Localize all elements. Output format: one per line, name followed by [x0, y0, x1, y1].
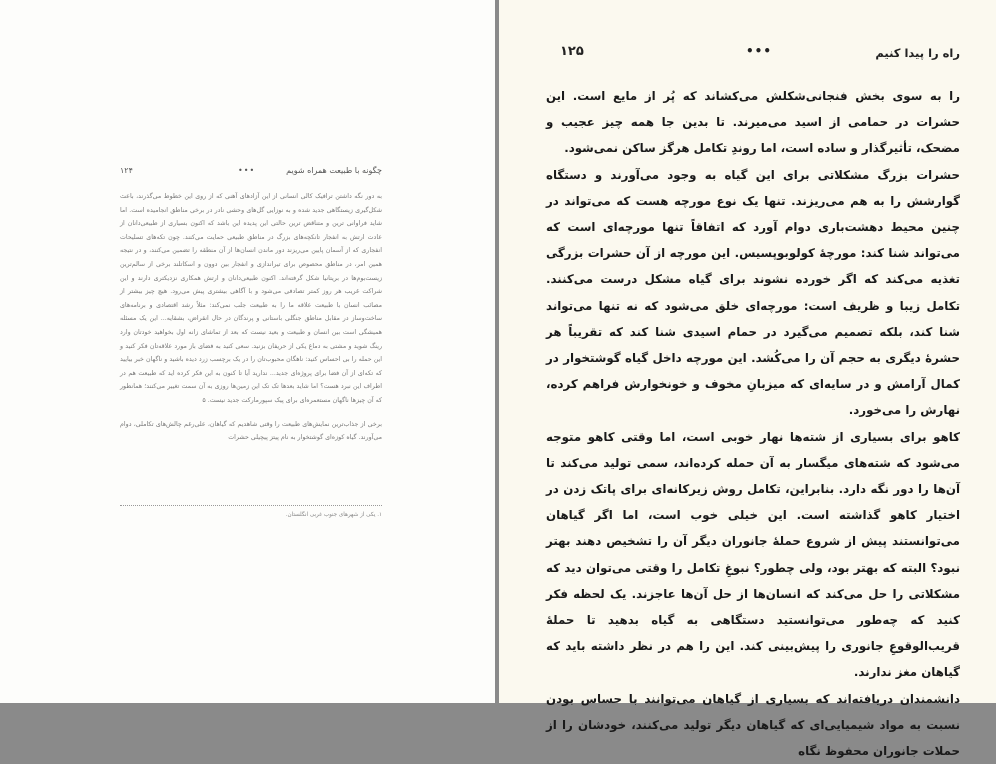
right-page-number: ۱۲۵: [560, 44, 584, 59]
left-page-body: [120, 190, 382, 445]
right-page-header: [560, 44, 960, 64]
left-paragraph: برخی از جذاب‌ترین نمایش‌های طبیعت را وقتی شاهدیم که گیاهان، علی‌رغم چالش‌های تکاملی، دوام می‌آورند. گیاه کوزه‌ای گوشتخوار به نام پیتز پیچیلی حشرات: [120, 420, 382, 442]
left-paragraph: به دور نگه داشتن ترافیک کالی انسانی از این آزادهای آهنی که از روی این خطوط می‌گذرند، باعث شکل‌گیری زیستگاهی جدید شده و به نوزایی گل‌های وحشی نادر در برخی مناطق انجامیده است. اما شاید فراوانی ترین و متناقض ترین حالتی این پدیده این باشد که اکنون بسیاری از طبیعی‌دانان از عادت ارتش به انفجار تانکچه‌های بزرگ در مناطق طبیعی حمایت می‌کنند. چون تکه‌های تسلیحات انفجاری که از آسمان پایین می‌ریزند دور ماندن انسان‌ها از آن منطقه را تضمین می‌کنند، و در نتیجه همین امر، در مناطق محصوص برای تیراندازی و انفجار بین دوون و اسکاتلند برخی از سالم‌ترین زیست‌بوم‌ها در بریتانیا شکل گرفته‌اند. اکنون طبیعی‌دانان و ارتش همکاری نزدیکتری دارند و این شراکت غریب هر روز کمتر تصادفی می‌شود و با آگاهی بیشتری پیش می‌رود. هیچ چیز بیشتر از مصائب انسان با طبیعت علاقه ما را به طبیعت جلب نمی‌کند: مثلاً رشد اقتصادی و برنامه‌های ساخت‌وساز در مقابل مناطق جنگلی باستانی و پرندگان در حال انقراض، بشقایه... این یک مسئله همیشگی است بین انسان و طبیعت و بعید نیست که بعد از تماشای زانه اول بخواهید خودتان وارد رینگ شوید و مشتی به دماغ یکی از حریفان بزنید. سعی کنید به فضای باز مورد علاقه‌تان فکر کنید و این حمله را بی احساس کنید: ناهگان محبوب‌تان را در یک برچسب زرد دیده باشید و ناگهان خبر بیایید که تکه‌ای از آن فضا برای پروژه‌ای جدید... ندارید آیا تا کنون به این فکر کرده اید که طبیعت هم در اطراف این نبرد هست؟ اما شاید بعدها تک تک این زمین‌ها روزی به آن سمت تغییر می‌کنند؛ همانطور که آن چیزها ناگهان مستعمره‌ای برای پیک سپورمارکت جدید نیست. ۵: [120, 193, 382, 404]
right-paragraph: دانشمندان دریافته‌اند که بسیاری از گیاهان می‌توانند با حساس بودن نسبت به مواد شیمیایی‌ای که گیاهان دیگر تولید می‌کنند، خودشان را از حملات جانوران محفوظ نگاه: [546, 691, 960, 759]
left-page-header: [120, 166, 382, 180]
footnote-divider: [120, 505, 382, 506]
left-page-number: ۱۲۴: [120, 166, 133, 175]
left-running-title: چگونه با طبیعت همراه شویم: [286, 166, 382, 175]
right-header-ornament: •••: [746, 44, 773, 58]
right-running-title: راه را پیدا کنیم: [875, 46, 960, 60]
right-page-body: [546, 83, 960, 764]
right-paragraph: را به سوی بخش فنجانی‌شکلش می‌کشاند که پُر از مایع است. این حشرات در حمامی از اسید می‌میرند. تا بدین جا همه چیز عجیب و مضحک، تأثیرگذار و ساده است، اما روندِ تکامل هرگز ساکن نمی‌شود.: [546, 89, 960, 156]
left-footnote: ۱. یکی از شهرهای جنوب غربی انگلستان.: [285, 512, 382, 518]
right-paragraph: کاهو برای بسیاری از شته‌ها نهار خوبی است، اما وقتی کاهو متوجه می‌شود که شته‌های میگسار به آن حمله کرده‌اند، سمی تولید می‌کند تا آن‌ها را دور نگه دارد. بنابراین، تکامل روش زیرکانه‌ای برای پاتک زدن در اختیار کاهو گذاشته است. این خیلی خوب است، اما اگر گیاهان می‌توانستند پیش از شروع حملهٔ جانوران دیگر آن را تشخیص دهند بهتر نبود؟ البته که بهتر بود، ولی چطور؟ نبوغِ تکامل را وقتی می‌توان دید که مشکلاتی را حل می‌کند که انسان‌ها از حل آن‌ها عاجزند. یک لحظه فکر کنید که چه‌طور می‌توانستید دستگاهی به گیاه بدهید تا حملهٔ قریب‌الوقوعِ جانوری را پیش‌بینی کند. این را هم در نظر داشته باید که گیاهان مغز ندارند.: [546, 429, 960, 680]
left-page: [0, 0, 495, 703]
left-header-ornament: •••: [238, 166, 256, 175]
right-paragraph: حشرات بزرگ مشکلاتی برای این گیاه به وجود می‌آورند و دستگاه گوارشش را به هم می‌ریزند. تنها یک نوع مورچه هست که می‌تواند در چنین محیط دهشت‌باری دوام آورد که اتفاقاً تنها مورچه‌ای است که می‌تواند شنا کند: مورچهٔ کولوبوپسیس. این مورچه از آن حشرات بزرگی تغذیه می‌کند که اگر خورده نشوند برای گیاه مشکل درست می‌کنند. تکامل زیبا و ظریف است: مورچه‌ای خلق می‌شود که نه تنها می‌تواند شنا کند، بلکه تصمیم می‌گیرد در حمام اسیدی شنا کند که تقریباً هر حشرهٔ دیگری به حجم آن را می‌کُشد. این مورچه داخل گیاه گوشتخوار در کمال آرامش و در سایه‌ای که میزبانِ مخوف و خونخوارش فراهم کرده، نهارش را می‌خورد.: [546, 167, 960, 418]
